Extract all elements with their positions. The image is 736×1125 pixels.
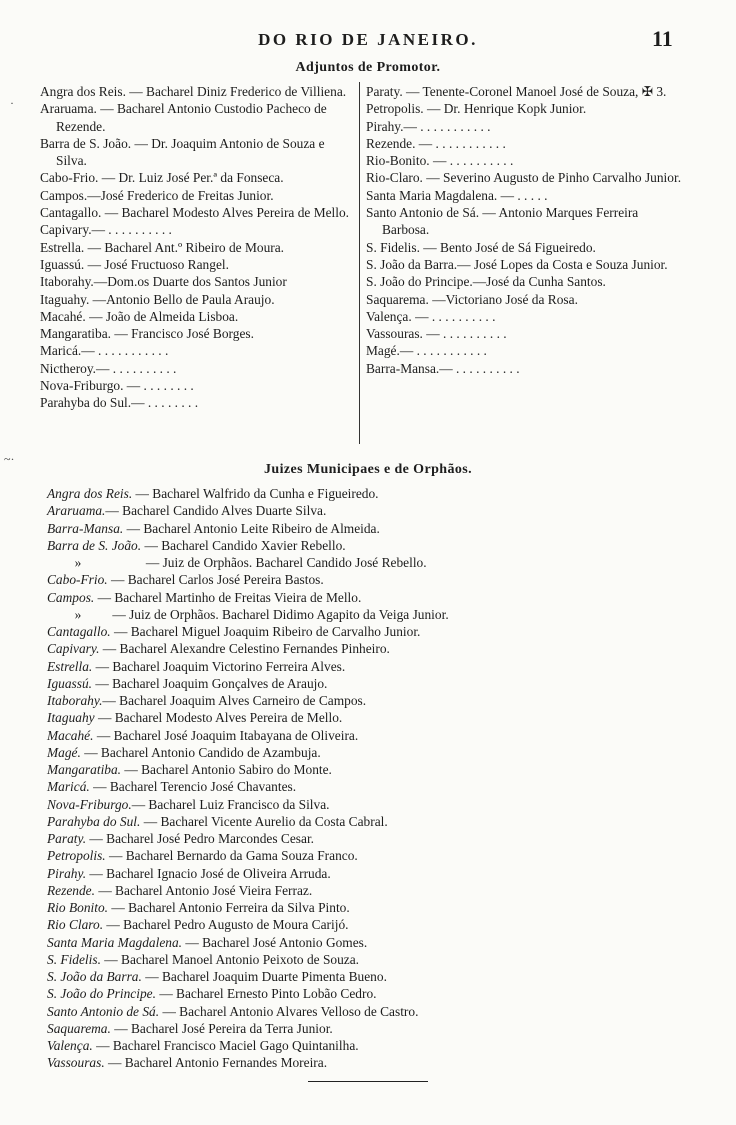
municipal-entry: [47, 934, 717, 951]
promotor-entry: [40, 377, 355, 394]
municipal-entry: [47, 640, 717, 657]
entry-place: Rezende.: [47, 882, 95, 898]
entry-place: Estrella.: [47, 658, 93, 674]
entry-separator: —: [96, 101, 117, 117]
municipal-entry: [47, 951, 717, 968]
municipal-entry: [47, 796, 717, 813]
entry-text: — Bacharel José Antonio Gomes.: [182, 934, 368, 950]
entry-text: — Bacharel Vicente Aurelio da Costa Cabral.: [140, 813, 388, 829]
entry-place: Parahyba do Sul.: [47, 813, 141, 829]
entry-separator: —: [422, 326, 443, 342]
entry-text: — Bacharel Antonio Ferreira da Silva Pinto.: [108, 900, 350, 915]
entry-place: Iguassú.: [47, 675, 93, 691]
entry-name: . . . . . . . . . .: [449, 153, 514, 169]
entry-text: — Bacharel Antonio Fernandes Moreira.: [104, 1055, 328, 1071]
entry-separator: —: [91, 222, 105, 238]
entry-name: Bacharel Antonio Custodio Pacheco de Rezende.: [56, 101, 327, 134]
municipal-entry: [47, 537, 717, 554]
entry-name: . . . . . . . .: [144, 395, 199, 411]
municipal-entry: [47, 830, 717, 847]
promotor-entry: [366, 187, 684, 204]
entry-place: Itaborahy.: [47, 693, 103, 708]
entry-separator: —: [87, 187, 101, 203]
promotor-entry: [366, 256, 684, 273]
municipal-entry: [47, 675, 717, 692]
entry-text: — Bacharel José Joaquim Itabayana de Oliveira.: [93, 727, 359, 743]
promotor-entry: [40, 256, 355, 273]
municipal-entry: [47, 1037, 717, 1054]
entry-text: — Bacharel Ernesto Pinto Lobão Cedro.: [155, 986, 377, 1002]
entry-place: Maricá.: [40, 343, 82, 359]
municipaes-section-title: Juizes Municipaes e de Orphãos.: [263, 462, 473, 477]
entry-text: — Bacharel Carlos José Pereira Bastos.: [107, 572, 324, 588]
entry-text: — Bacharel Alexandre Celestino Fernandes Pinheiro.: [99, 641, 390, 657]
entry-place: S. João do Principe.: [366, 274, 473, 290]
entry-text: — Bacharel Antonio Leite Ribeiro de Almeida.: [123, 520, 380, 536]
entry-name: Antonio Bello de Paula Araujo.: [106, 291, 275, 307]
ditto-mark: »: [74, 606, 82, 622]
promotor-entry: [40, 394, 355, 411]
promotor-entry: [366, 308, 684, 325]
promotor-entry: [40, 239, 355, 256]
entry-place: Cabo-Frio.: [40, 170, 99, 186]
promotor-entry: [40, 187, 355, 204]
entry-separator: —: [125, 84, 147, 99]
entry-name: . . . . . . . . . . .: [94, 343, 169, 359]
ditto-mark: »: [74, 555, 82, 570]
municipal-entry: [47, 692, 717, 709]
entry-name: . . . . . . . . . .: [109, 360, 177, 376]
entry-separator: —: [123, 378, 144, 394]
municipal-entry: [47, 985, 717, 1002]
promotor-entry: [366, 118, 684, 135]
margin-mark: ·: [10, 96, 14, 110]
promotor-entry: [40, 204, 355, 221]
entry-name: Dom.os Duarte dos Santos Junior: [107, 274, 287, 290]
entry-text: — Bacharel Walfrido da Cunha e Figueiredo.: [132, 486, 379, 501]
margin-mark: ~·: [4, 452, 15, 466]
promotor-entry: [40, 100, 355, 135]
entry-name: Bacharel Modesto Alves Pereira de Mello.: [121, 205, 350, 221]
entry-place: Araruama.: [40, 101, 97, 117]
entry-name: Dr. Luiz José Per.ª da Fonseca.: [118, 170, 284, 186]
entry-name: . . . . . . . . . .: [443, 326, 507, 342]
promotor-entry: [366, 239, 684, 256]
entry-separator: —: [84, 256, 105, 272]
entry-place: S. João da Barra.: [47, 969, 142, 984]
municipal-entry: [47, 606, 717, 623]
entry-name: . . . . . . . .: [143, 378, 194, 394]
entry-place: Rio Bonito.: [47, 900, 108, 915]
entry-separator: —: [85, 308, 106, 324]
entry-place: Macahé.: [40, 308, 86, 324]
entry-place: Itaguahy.: [40, 291, 90, 307]
entry-place: Parahyba do Sul.: [40, 395, 132, 411]
promotor-entry: [366, 291, 684, 308]
entry-place: Valença.: [47, 1038, 93, 1053]
entry-place: Mangaratiba.: [47, 762, 122, 777]
entry-place: Angra dos Reis.: [47, 486, 133, 501]
entry-name: Tenente-Coronel Manoel José de Souza, ✠ 3.: [422, 84, 667, 99]
entry-name: Antonio Marques Ferreira Barbosa.: [382, 205, 639, 238]
entry-text: — Bacharel Joaquim Alves Carneiro de Campos.: [102, 693, 367, 708]
entry-place: Capivary.: [40, 222, 92, 238]
entry-place: Petropolis.: [366, 101, 424, 117]
entry-text: — Bacharel Joaquim Gonçalves de Araujo.: [92, 675, 328, 691]
municipal-entry: [47, 571, 717, 588]
entry-place: Paraty.: [366, 84, 403, 99]
entry-separator: —: [81, 343, 95, 359]
promotor-entry: [366, 342, 684, 359]
promotor-entry: [366, 152, 684, 169]
entry-place: Rio-Bonito.: [366, 153, 430, 169]
entry-name: João de Almeida Lisboa.: [105, 308, 239, 324]
municipal-entry: [47, 554, 717, 571]
entry-text: — Bacharel Candido Xavier Rebello.: [141, 537, 346, 553]
entry-place: Vassouras.: [47, 1055, 105, 1071]
promotor-entry: [40, 325, 355, 342]
entry-separator: —: [399, 343, 414, 359]
promotor-entry: [40, 273, 355, 290]
entry-place: S. João do Principe.: [47, 986, 156, 1002]
promotor-section-title: Adjuntos de Promotor.: [295, 60, 441, 75]
municipal-entry: [47, 709, 717, 726]
municipal-entry: [47, 761, 717, 778]
entry-place: Cantagallo.: [40, 205, 102, 221]
entry-name: . . . . . . . . . .: [452, 360, 520, 376]
entry-place: Iguassú.: [40, 256, 85, 272]
entry-name: Bacharel Diniz Frederico de Villiena.: [146, 84, 347, 99]
entry-place: Vassouras.: [366, 326, 423, 342]
entry-name: . . . . . . . . . . .: [416, 118, 491, 134]
entry-place: Magé.: [366, 343, 400, 359]
promotor-entry: [40, 342, 355, 359]
municipal-entry: [47, 778, 717, 795]
entry-text: — Bacharel Terencio José Chavantes.: [89, 779, 297, 795]
entry-text: — Bacharel Modesto Alves Pereira de Mello.: [94, 710, 343, 726]
entry-separator: —: [101, 205, 122, 221]
entry-place: Pirahy.: [47, 865, 87, 881]
municipal-entry: [47, 589, 717, 606]
entry-place: Estrella.: [40, 239, 85, 255]
promotor-entry: [366, 169, 684, 186]
entry-separator: —: [419, 239, 441, 255]
municipal-entry: [47, 727, 717, 744]
entry-name: Severino Augusto de Pinho Carvalho Junior.: [443, 170, 682, 186]
entry-place: Nictheroy.: [40, 360, 97, 376]
entry-place: S. Fidelis.: [366, 239, 420, 255]
entry-text: — Bacharel Candido Alves Duarte Silva.: [105, 503, 327, 519]
promotor-entry: [366, 100, 684, 117]
promotor-entry: [40, 360, 355, 377]
entry-text: — Bacharel Ignacio José de Oliveira Arruda.: [86, 865, 331, 881]
entry-place: S. João da Barra.: [366, 256, 458, 272]
entry-text: — Bacharel Bernardo da Gama Souza Franco.: [105, 848, 358, 864]
entry-place: Santo Antonio de Sá.: [366, 205, 480, 221]
entry-separator: —: [439, 360, 453, 376]
municipal-entry: [47, 1003, 717, 1020]
entry-separator: —: [411, 308, 432, 324]
promotor-entry: [366, 360, 684, 377]
entry-separator: —: [402, 84, 423, 99]
entry-place: Cantagallo.: [47, 624, 111, 639]
entry-name: Dr. Henrique Kopk Junior.: [443, 101, 587, 117]
entry-separator: —: [479, 205, 499, 221]
entry-separator: —: [428, 291, 446, 307]
entry-place: Rio-Claro.: [366, 170, 423, 186]
entry-place: Capivary.: [47, 641, 100, 657]
municipal-entry: [47, 485, 717, 502]
municipal-entry: [47, 502, 717, 519]
entry-separator: —: [93, 274, 108, 290]
entry-name: . . . . . . . . . . .: [435, 135, 506, 151]
entry-separator: —: [429, 153, 450, 169]
entry-separator: —: [98, 170, 119, 186]
entry-place: Mangaratiba.: [40, 326, 112, 342]
entry-separator: —: [497, 187, 518, 203]
entry-place: Maricá.: [47, 779, 90, 795]
municipal-entry: [47, 847, 717, 864]
entry-text: — Bacharel Antonio José Vieira Ferraz.: [94, 882, 313, 898]
entry-place: Itaguahy: [47, 710, 95, 726]
promotor-entry: [40, 135, 355, 170]
entry-text: — Bacharel José Pedro Marcondes Cesar.: [86, 831, 315, 846]
entry-name: . . . . .: [517, 187, 548, 203]
entry-name: Francisco José Borges.: [131, 326, 254, 342]
entry-name: Bento José de Sá Figueiredo.: [440, 239, 596, 255]
entry-separator: —: [415, 135, 436, 151]
promotor-entry: [366, 325, 684, 342]
municipal-entry: [47, 968, 717, 985]
entry-text: — Bacharel Joaquim Victorino Ferreira Alves.: [92, 658, 346, 674]
municipal-entry: [47, 899, 717, 916]
entry-name: Dr. Joaquim Antonio de Souza e Silva.: [56, 135, 325, 169]
entry-place: Santa Maria Magdalena.: [47, 934, 183, 950]
entry-text: — Bacharel Antonio Alvares Velloso de Castro.: [159, 1003, 419, 1019]
entry-place: Barra-Mansa.: [47, 520, 124, 536]
promotor-entry: [40, 169, 355, 186]
entry-place: Barra de S. João.: [47, 537, 142, 553]
promotor-right-column: [366, 83, 684, 377]
promotor-entry: [40, 83, 355, 100]
municipal-entry: [47, 520, 717, 537]
entry-text: — Juiz de Orphãos. Bacharel Candido José Rebello.: [109, 555, 427, 570]
entry-place: Magé.: [47, 744, 81, 760]
entry-name: Victoriano José da Rosa.: [445, 291, 578, 307]
entry-separator: —: [403, 118, 417, 134]
entry-place: Santo Antonio de Sá.: [47, 1003, 160, 1019]
entry-text: — Bacharel Joaquim Duarte Pimenta Bueno.: [141, 969, 387, 984]
promotor-entry: [40, 291, 355, 308]
municipal-entry: [47, 813, 717, 830]
promotor-entry: [366, 135, 684, 152]
promotor-entry: [366, 204, 684, 239]
entry-separator: —: [131, 395, 145, 411]
entry-separator: —: [111, 326, 132, 342]
municipaes-list: [47, 485, 717, 1072]
entry-separator: —: [89, 291, 107, 307]
entry-text: — Bacharel Martinho de Freitas Vieira de Mello.: [94, 589, 362, 605]
entry-place: Petropolis.: [47, 848, 106, 864]
entry-place: Araruama.: [47, 503, 106, 519]
municipal-entry: [47, 1054, 717, 1071]
entry-name: . . . . . . . . . .: [104, 222, 172, 238]
entry-text: — Bacharel José Pereira da Terra Junior.: [110, 1020, 333, 1036]
column-divider: [359, 82, 360, 444]
municipal-entry: [47, 882, 717, 899]
entry-place: Rio Claro.: [47, 917, 104, 933]
entry-name: José Fructuoso Rangel.: [104, 256, 229, 272]
entry-place: Macahé.: [47, 727, 94, 743]
entry-name: Bacharel Ant.º Ribeiro de Moura.: [104, 239, 285, 255]
entry-text: — Bacharel Antonio Candido de Azambuja.: [80, 744, 321, 760]
entry-place: Campos.: [40, 187, 88, 203]
entry-text: — Bacharel Pedro Augusto de Moura Carijó.: [103, 917, 349, 933]
entry-place: Pirahy.: [366, 118, 404, 134]
entry-place: Campos.: [47, 589, 95, 605]
municipal-entry: [47, 865, 717, 882]
municipal-entry: [47, 658, 717, 675]
entry-separator: —: [422, 170, 443, 186]
entry-place: Barra-Mansa.: [366, 360, 440, 376]
entry-text: — Bacharel Antonio Sabiro do Monte.: [121, 762, 332, 777]
entry-place: Itaborahy.: [40, 274, 94, 290]
entry-place: S. Fidelis.: [47, 951, 101, 967]
municipal-entry: [47, 1020, 717, 1037]
entry-name: José Frederico de Freitas Junior.: [100, 187, 274, 203]
entry-place: Cabo-Frio.: [47, 572, 108, 588]
promotor-entry: [366, 273, 684, 290]
entry-place: Barra de S. João.: [40, 135, 132, 151]
entry-place: Saquarema.: [47, 1020, 111, 1036]
municipal-entry: [47, 623, 717, 640]
entry-separator: —: [96, 360, 110, 376]
entry-place: Paraty.: [47, 831, 87, 846]
entry-separator: —: [131, 135, 152, 151]
municipal-entry: [47, 916, 717, 933]
entry-place: Nova-Friburgo.: [40, 378, 124, 394]
entry-place: Nova-Friburgo.: [47, 796, 132, 812]
entry-name: . . . . . . . . . .: [431, 308, 496, 324]
entry-separator: —: [472, 274, 487, 290]
entry-place: Saquarema.: [366, 291, 429, 307]
entry-separator: —: [84, 239, 105, 255]
entry-place: Rezende.: [366, 135, 416, 151]
entry-place: Angra dos Reis.: [40, 84, 126, 99]
promotor-entry: [40, 221, 355, 238]
promotor-entry: [40, 308, 355, 325]
promotor-entry: [366, 83, 684, 100]
entry-name: . . . . . . . . . . .: [413, 343, 487, 359]
entry-place: Valença.: [366, 308, 412, 324]
entry-name: José Lopes da Costa e Souza Junior.: [473, 256, 668, 272]
entry-text: — Bacharel Manoel Antonio Peixoto de Souza.: [100, 951, 360, 967]
running-title: DO RIO DE JANEIRO.: [258, 30, 478, 49]
promotor-left-column: [40, 83, 355, 412]
entry-text: — Juiz de Orphãos. Bacharel Didimo Agapito da Veiga Junior.: [109, 606, 449, 622]
entry-text: — Bacharel Miguel Joaquim Ribeiro de Carvalho Junior.: [110, 624, 421, 639]
entry-name: José da Cunha Santos.: [486, 274, 606, 290]
entry-separator: —: [457, 256, 474, 272]
entry-text: — Bacharel Luiz Francisco da Silva.: [131, 796, 330, 812]
page-number: 11: [652, 26, 673, 51]
municipal-entry: [47, 744, 717, 761]
entry-text: — Bacharel Francisco Maciel Gago Quintanilha.: [92, 1038, 359, 1053]
closing-rule: [308, 1081, 428, 1082]
entry-place: Santa Maria Magdalena.: [366, 187, 498, 203]
entry-separator: —: [423, 101, 444, 117]
